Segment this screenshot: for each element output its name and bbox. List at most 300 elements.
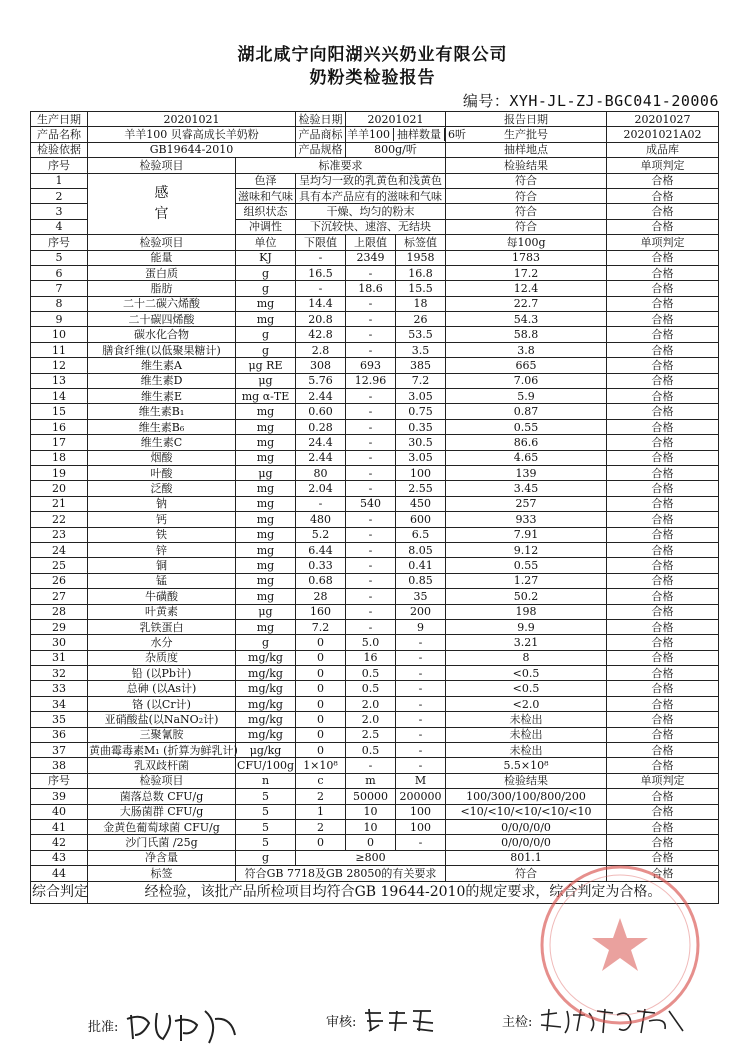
table-row [31, 650, 719, 665]
measured-value: 9.9 [446, 619, 607, 634]
item: 沙门氏菌 /25g [88, 835, 236, 850]
lower-limit: 0 [296, 635, 346, 650]
unit: mg [236, 481, 296, 496]
approve-label: 批准: [88, 1019, 119, 1035]
spec: 800g/听 [346, 142, 446, 157]
judgement: 合格 [607, 819, 719, 834]
upper-limit: 0.5 [346, 666, 396, 681]
row-no: 29 [31, 619, 88, 634]
table-row [31, 404, 719, 419]
row-no: 13 [31, 373, 88, 388]
item: 乳双歧杆菌 [88, 758, 236, 773]
judgement: 合格 [607, 589, 719, 604]
sensory-item: 滋味和气味 [236, 188, 296, 203]
unit: g [236, 327, 296, 342]
judgement: 合格 [607, 743, 719, 758]
lower-limit: 5.76 [296, 373, 346, 388]
report-table [30, 111, 719, 904]
table-row [31, 512, 719, 527]
judgement: 合格 [607, 835, 719, 850]
sensory-row [31, 173, 719, 188]
item: 膳食纤维(以低聚果糖计) [88, 342, 236, 357]
basis-label: 检验依据 [31, 142, 88, 157]
row-no: 5 [31, 250, 88, 265]
col-header: 检验结果 [446, 773, 607, 788]
product-name: 羊羊100 贝睿高成长羊奶粉 [88, 127, 296, 142]
measured-value: 9.12 [446, 542, 607, 557]
item: 维生素E [88, 389, 236, 404]
sensory-standard: 具有本产品应有的滋味和气味 [296, 188, 446, 203]
upper-limit: - [346, 512, 396, 527]
col-header: 检验项目 [88, 773, 236, 788]
measured-value: 12.4 [446, 281, 607, 296]
lower-limit: 0.60 [296, 404, 346, 419]
measured-value: 86.6 [446, 435, 607, 450]
batch-number: 20201021A02 [607, 127, 719, 142]
judgement: 合格 [607, 312, 719, 327]
place-label: 抽样地点 [446, 142, 607, 157]
name-label: 产品名称 [31, 127, 88, 142]
unit: mg/kg [236, 650, 296, 665]
item: 亚硝酸盐(以NaNO₂计) [88, 712, 236, 727]
label-value: 0.75 [396, 404, 446, 419]
judgement: 合格 [607, 604, 719, 619]
measured-value: 0.55 [446, 558, 607, 573]
item: 钠 [88, 496, 236, 511]
upper-limit: - [346, 542, 396, 557]
table-row [31, 281, 719, 296]
upper-limit: - [346, 265, 396, 280]
lower-limit: 0 [296, 727, 346, 742]
col-header: M [396, 773, 446, 788]
item: 锌 [88, 542, 236, 557]
conclusion-text: 经检验，该批产品所检项目均符合GB 19644-2010的规定要求，综合判定为合格。 [88, 881, 719, 903]
col-header: m [346, 773, 396, 788]
unit: μg [236, 465, 296, 480]
report-title: 奶粉类检验报告 [309, 68, 436, 88]
row-no: 14 [31, 389, 88, 404]
unit: mg [236, 296, 296, 311]
basis: GB19644-2010 [88, 142, 296, 157]
item: 维生素B₆ [88, 419, 236, 434]
col-header-no: 序号 [31, 158, 88, 173]
official-seal [535, 860, 705, 1030]
label-value: 450 [396, 496, 446, 511]
measured-value: <0.5 [446, 666, 607, 681]
label-value: - [396, 635, 446, 650]
measured-value: 50.2 [446, 589, 607, 604]
result: 0/0/0/0/0 [446, 835, 607, 850]
info-row-2 [31, 127, 719, 142]
measured-value: 未检出 [446, 712, 607, 727]
lower-limit: 42.8 [296, 327, 346, 342]
label-value: 0.35 [396, 419, 446, 434]
label-value: 3.05 [396, 450, 446, 465]
label-value: 7.2 [396, 373, 446, 388]
judgement: 合格 [607, 804, 719, 819]
measured-value: 未检出 [446, 727, 607, 742]
measured-value: 5.9 [446, 389, 607, 404]
label-value: - [396, 650, 446, 665]
judgement: 合格 [607, 619, 719, 634]
item: 能量 [88, 250, 236, 265]
judgement: 合格 [607, 758, 719, 773]
upper-limit: 2.5 [346, 727, 396, 742]
judgement: 合格 [607, 650, 719, 665]
lower-limit: 0.68 [296, 573, 346, 588]
document-number: 编号：XYH-JL-ZJ-BGC041-20006 [462, 92, 719, 110]
row-no: 40 [31, 804, 88, 819]
table-row [31, 589, 719, 604]
judgement: 合格 [607, 512, 719, 527]
sensory-group [88, 173, 236, 235]
brand: 羊羊100 [347, 128, 390, 142]
unit: KJ [236, 250, 296, 265]
measured-value: 3.21 [446, 635, 607, 650]
upper-limit: - [346, 527, 396, 542]
table-row [31, 573, 719, 588]
judgement: 合格 [607, 850, 719, 865]
measured-value: 665 [446, 358, 607, 373]
table-row [31, 496, 719, 511]
table-row [31, 358, 719, 373]
lower-limit: 80 [296, 465, 346, 480]
M: 100 [396, 819, 446, 834]
label-value: 3.5 [396, 342, 446, 357]
info-row-3 [31, 142, 719, 157]
upper-limit: - [346, 450, 396, 465]
result: <10/<10/<10/<10/<10 [446, 804, 607, 819]
item: 锰 [88, 573, 236, 588]
result: 801.1 [446, 850, 607, 865]
col-header: 单位 [236, 235, 296, 250]
upper-limit: - [346, 758, 396, 773]
upper-limit: 540 [346, 496, 396, 511]
lower-limit: 480 [296, 512, 346, 527]
lower-limit: 0.33 [296, 558, 346, 573]
unit: mg [236, 558, 296, 573]
label-value: - [396, 666, 446, 681]
item: 钙 [88, 512, 236, 527]
row-no: 2 [31, 188, 88, 203]
unit: mg [236, 573, 296, 588]
item: 二十二碳六烯酸 [88, 296, 236, 311]
item: 维生素C [88, 435, 236, 450]
lower-limit: 0.28 [296, 419, 346, 434]
m: 10 [346, 819, 396, 834]
approve-signature-mark [123, 1005, 243, 1045]
col-header: 单项判定 [607, 773, 719, 788]
row-no: 7 [31, 281, 88, 296]
batch-label: 生产批号 [446, 127, 607, 142]
table-row [31, 604, 719, 619]
lower-limit: 2.8 [296, 342, 346, 357]
table-row [31, 666, 719, 681]
judgement: 合格 [607, 527, 719, 542]
measured-value: <2.0 [446, 696, 607, 711]
info-row-1 [31, 112, 719, 127]
lower-limit: 0 [296, 666, 346, 681]
row-no: 28 [31, 604, 88, 619]
row-no: 38 [31, 758, 88, 773]
row-no: 42 [31, 835, 88, 850]
judgement: 合格 [607, 404, 719, 419]
row-no: 10 [31, 327, 88, 342]
measured-value: 1.27 [446, 573, 607, 588]
judgement: 合格 [607, 250, 719, 265]
item: 黄曲霉毒素M₁ (折算为鲜乳计) [89, 743, 238, 757]
result: 100/300/100/800/200 [446, 789, 607, 804]
result: 符合 [446, 173, 607, 188]
item: 净含量 [88, 850, 236, 865]
judgement: 合格 [607, 573, 719, 588]
judgement: 合格 [607, 389, 719, 404]
unit: mg [236, 619, 296, 634]
unit: mg/kg [236, 696, 296, 711]
measured-value: 58.8 [446, 327, 607, 342]
lower-limit: 0 [296, 650, 346, 665]
table-row [31, 835, 719, 850]
row-no: 43 [31, 850, 88, 865]
measured-value: 933 [446, 512, 607, 527]
measured-value: 198 [446, 604, 607, 619]
label-value: 385 [396, 358, 446, 373]
c: 0 [296, 835, 346, 850]
upper-limit: - [346, 589, 396, 604]
label-value: 8.05 [396, 542, 446, 557]
col-header: 序号 [31, 235, 88, 250]
lower-limit: 0 [296, 712, 346, 727]
measured-value: 54.3 [446, 312, 607, 327]
table-row [31, 819, 719, 834]
review-label: 审核: [326, 1014, 357, 1030]
judgement: 合格 [607, 204, 719, 219]
label-value: 200 [396, 604, 446, 619]
row-no: 25 [31, 558, 88, 573]
judgement: 合格 [607, 219, 719, 234]
upper-limit: 693 [346, 358, 396, 373]
lower-limit: 160 [296, 604, 346, 619]
lower-limit: 2.04 [296, 481, 346, 496]
measured-value: 139 [446, 465, 607, 480]
sample-label: 抽样数量 [393, 128, 445, 141]
prod-date-label: 生产日期 [31, 112, 88, 127]
upper-limit: - [346, 573, 396, 588]
label-value: 53.5 [396, 327, 446, 342]
approve-signature [88, 1005, 243, 1045]
table-row [31, 527, 719, 542]
label-value: 2.55 [396, 481, 446, 496]
item: 叶酸 [88, 465, 236, 480]
upper-limit: 2.0 [346, 712, 396, 727]
upper-limit: - [346, 619, 396, 634]
label-value: - [396, 758, 446, 773]
col-header: c [296, 773, 346, 788]
brand-sample-cell [346, 127, 466, 142]
lower-limit: 2.44 [296, 450, 346, 465]
item: 杂质度 [88, 650, 236, 665]
unit: g [236, 265, 296, 280]
item: 脂肪 [88, 281, 236, 296]
upper-limit: 12.96 [346, 373, 396, 388]
unit: g [236, 850, 296, 865]
row-no: 35 [31, 712, 88, 727]
label-value: 0.85 [396, 573, 446, 588]
item: 铜 [88, 558, 236, 573]
upper-limit: - [346, 342, 396, 357]
judgement: 合格 [607, 727, 719, 742]
m: 50000 [346, 789, 396, 804]
row-no: 1 [31, 173, 88, 188]
item: 烟酸 [88, 450, 236, 465]
m: 0 [346, 835, 396, 850]
sensory-item: 冲调性 [236, 219, 296, 234]
micro-header [31, 773, 719, 788]
table-row [31, 312, 719, 327]
label-value: - [396, 712, 446, 727]
sensory-item: 组织状态 [236, 204, 296, 219]
upper-limit: 16 [346, 650, 396, 665]
judgement: 合格 [607, 173, 719, 188]
result: 符合 [446, 204, 607, 219]
row-no: 36 [31, 727, 88, 742]
upper-limit: - [346, 327, 396, 342]
judgement: 合格 [607, 866, 719, 881]
lower-limit: - [296, 281, 346, 296]
col-header-result: 检验结果 [446, 158, 607, 173]
row-no: 23 [31, 527, 88, 542]
item: 泛酸 [88, 481, 236, 496]
measured-value: 5.5×10⁸ [446, 758, 607, 773]
col-header: 序号 [31, 773, 88, 788]
table-row [31, 727, 719, 742]
company-name: 湖北咸宁向阳湖兴兴奶业有限公司 [237, 45, 508, 65]
judgement: 合格 [607, 696, 719, 711]
item: 标签 [88, 866, 236, 881]
n: 5 [236, 835, 296, 850]
row-no: 11 [31, 342, 88, 357]
row-no: 4 [31, 219, 88, 234]
item: 二十碳四烯酸 [88, 312, 236, 327]
row-no: 8 [31, 296, 88, 311]
unit: mg [236, 312, 296, 327]
table-row [31, 419, 719, 434]
item: 大肠菌群 CFU/g [88, 804, 236, 819]
upper-limit: - [346, 558, 396, 573]
M: - [396, 835, 446, 850]
n: 5 [236, 789, 296, 804]
table-row [31, 389, 719, 404]
row-no: 18 [31, 450, 88, 465]
label-value: 3.05 [396, 389, 446, 404]
unit: mg/kg [236, 712, 296, 727]
unit: mg [236, 450, 296, 465]
c: 2 [296, 819, 346, 834]
table-row [31, 712, 719, 727]
sensory-header [31, 158, 719, 173]
sample: 6听 [448, 128, 466, 142]
judgement: 合格 [607, 435, 719, 450]
table-row [31, 681, 719, 696]
item: 水分 [88, 635, 236, 650]
result: 符合 [446, 866, 607, 881]
row-no: 17 [31, 435, 88, 450]
row-no: 22 [31, 512, 88, 527]
unit: mg [236, 435, 296, 450]
measured-value: 8 [446, 650, 607, 665]
unit: μg [236, 373, 296, 388]
unit: mg/kg [236, 666, 296, 681]
row-no: 9 [31, 312, 88, 327]
lower-limit: 20.8 [296, 312, 346, 327]
table-row [31, 435, 719, 450]
item: 维生素A [88, 358, 236, 373]
row-no: 31 [31, 650, 88, 665]
measured-value: 0.87 [446, 404, 607, 419]
judgement: 合格 [607, 465, 719, 480]
unit: μg [236, 604, 296, 619]
row-no: 19 [31, 465, 88, 480]
table-row [31, 327, 719, 342]
table-row [31, 373, 719, 388]
row-no: 3 [31, 204, 88, 219]
place: 成品库 [607, 142, 719, 157]
measured-value: 3.8 [446, 342, 607, 357]
unit: mg [236, 404, 296, 419]
lower-limit: 1×10⁸ [296, 758, 346, 773]
label-value: 9 [396, 619, 446, 634]
table-row [31, 696, 719, 711]
table-row [31, 481, 719, 496]
upper-limit: 0.5 [346, 681, 396, 696]
lower-limit: 24.4 [296, 435, 346, 450]
judgement: 合格 [607, 419, 719, 434]
row-no: 24 [31, 542, 88, 557]
unit: mg [236, 512, 296, 527]
row-no: 26 [31, 573, 88, 588]
col-header-item: 检验项目 [88, 158, 236, 173]
measured-value: <0.5 [446, 681, 607, 696]
row-no: 6 [31, 265, 88, 280]
unit: mg [236, 527, 296, 542]
result: 0/0/0/0/0 [446, 819, 607, 834]
col-header: 标签值 [396, 235, 446, 250]
upper-limit: - [346, 404, 396, 419]
unit: g [236, 342, 296, 357]
m: 10 [346, 804, 396, 819]
upper-limit: - [346, 481, 396, 496]
row-no: 34 [31, 696, 88, 711]
label-value: 0.41 [396, 558, 446, 573]
upper-limit: - [346, 465, 396, 480]
label-value: 1958 [396, 250, 446, 265]
n: 5 [236, 819, 296, 834]
unit: CFU/100g [237, 759, 295, 773]
measured-value: 4.65 [446, 450, 607, 465]
judgement: 合格 [607, 789, 719, 804]
judgement: 合格 [607, 635, 719, 650]
judgement: 合格 [607, 681, 719, 696]
table-row [31, 558, 719, 573]
row-no: 20 [31, 481, 88, 496]
table-row [31, 296, 719, 311]
lower-limit: 28 [296, 589, 346, 604]
upper-limit: 2349 [346, 250, 396, 265]
measured-value: 3.45 [446, 481, 607, 496]
measured-value: 7.91 [446, 527, 607, 542]
upper-limit: 5.0 [346, 635, 396, 650]
col-header-std: 标准要求 [236, 158, 446, 173]
